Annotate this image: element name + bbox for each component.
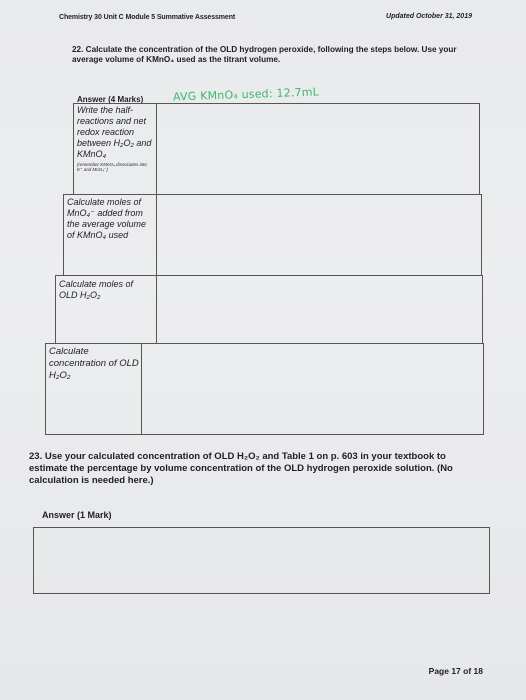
question-22-text: 22. Calculate the concentration of the OLD hydrogen peroxide, following the steps below. Use your average volume of KMnO₄ used as the titrant volume. [72, 45, 457, 64]
row-1-note: (remember KMnO₄ dissociates into K⁺ and MnO₄⁻) [77, 162, 147, 173]
row-2-label: Calculate moles of MnO₄⁻ added from the average volume of KMnO₄ used [67, 197, 147, 240]
question-23-text: 23. Use your calculated concentration of OLD H₂O₂ and Table 1 on p. 603 in your textbook to estimate the percentage by volume concentration of the OLD hydrogen peroxide solution. (No calculation is needed here.) [29, 451, 453, 486]
page-number: Page 17 of 18 [428, 666, 483, 676]
question-23-answer-label: Answer (1 Mark) [42, 510, 112, 520]
row-4-label: Calculate concentration of OLD H₂O₂ [49, 346, 139, 381]
row-1-label: Write the half-reactions and net redox reaction between H₂O₂ and KMnO₄ [77, 105, 152, 159]
row-3-label: Calculate moles of OLD H₂O₂ [59, 279, 134, 300]
header-course-title: Chemistry 30 Unit C Module 5 Summative Assessment [59, 14, 236, 21]
question-23-answer-box[interactable] [33, 527, 490, 594]
header-updated-date: Updated October 31, 2019 [386, 13, 472, 20]
handwritten-note: AVG KMnO₄ used: 12.7mL [172, 85, 320, 104]
question-22-answer-label: Answer (4 Marks) [77, 95, 144, 104]
